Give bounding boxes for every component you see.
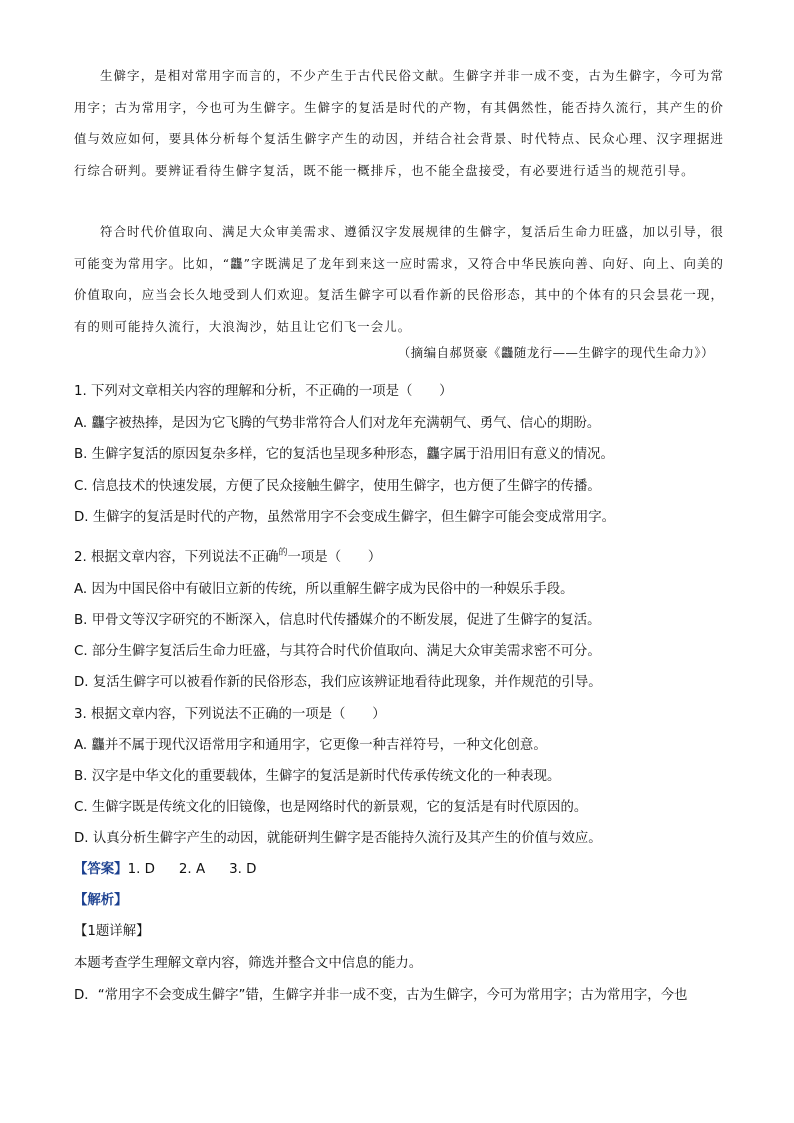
question-1-option-d: D. 生僻字的复活是时代的产物，虽然常用字不会变成生僻字，但生僻字可能会变成常用字。 <box>74 510 616 525</box>
question-2-stem-mark: 的 <box>278 548 288 558</box>
question-3-option-d: D. 认真分析生僻字产生的动因，就能研判生僻字是否能持久流行及其产生的价值与效应。 <box>74 831 602 846</box>
question-3-stem: 3. 根据文章内容，下列说法不正确的一项是（ ） <box>74 707 386 722</box>
question-2-stem-part-b: 一项是（ ） <box>287 550 382 565</box>
question-1-stem: 1. 下列对文章相关内容的理解和分析，不正确的一项是（ ） <box>74 384 453 399</box>
answer-item-1: 1. D <box>127 862 155 877</box>
answer-item-3: 3. D <box>229 862 257 877</box>
question-2-stem-part-a: 2. 根据文章内容，下列说法不正确 <box>74 550 279 565</box>
question-2-stem <box>74 545 734 565</box>
answer-item-2: 2. A <box>178 862 206 877</box>
question-1-option-a: A. 龘字被热捧，是因为它飞腾的气势非常符合人们对龙年充满朝气、勇气、信心的期盼。 <box>74 416 601 431</box>
question-1-option-b: B. 生僻字复活的原因复杂多样，它的复活也呈现多种形态，龘字属于沿用旧有意义的情况。 <box>74 447 614 462</box>
question-2-option-c: C. 部分生僻字复活后生命力旺盛，与其符合时代价值取向、满足大众审美需求密不可分。 <box>74 644 601 659</box>
question-2-option-b: B. 甲骨文等汉字研究的不断深入，信息时代传播媒介的不断发展，促进了生僻字的复活。 <box>74 613 601 628</box>
passage-paragraph-1: 生僻字，是相对常用字而言的，不少产生于古代民俗文献。生僻字并非一成不变，古为生僻字，今可为常用字；古为常用字，今也可为生僻字。生僻字的复活是时代的产物，有其偶然性，能否持久流行，其产生的价值与效应如何，要具体分析每个复活生僻字产生的动因，并结合社会背景、时代特点、民众心理、汉字理据进行综合研判。要辨证看待生僻字复活，既不能一概排斥，也不能全盘接受，有必要进行适当的规范引导。 <box>74 68 724 178</box>
passage-paragraph-2: 符合时代价值取向、满足大众审美需求、遵循汉字发展规律的生僻字，复活后生命力旺盛，加以引导，很可能变为常用字。比如，“龘”字既满足了龙年到来这一应时需求，又符合中华民族向善、向好、向上、向美的价值取向，应当会长久地受到人们欢迎。复活生僻字可以看作新的民俗形态，其中的个体有的只会昙花一现，有的则可能持久流行，大浪淘沙，姑且让它们飞一会儿。 <box>74 224 724 334</box>
answer-line <box>74 858 256 877</box>
question-3-option-b: B. 汉字是中华文化的重要载体，生僻字的复活是新时代传承传统文化的一种表现。 <box>74 769 561 784</box>
analysis-tag: 【解析】 <box>74 893 128 908</box>
question-3-option-a: A. 龘并不属于现代汉语常用字和通用字，它更像一种吉祥符号，一种文化创意。 <box>74 738 547 753</box>
detail-tag: 【1题详解】 <box>74 924 150 939</box>
question-2-option-d: D. 复活生僻字可以被看作新的民俗形态，我们应该辨证地看待此现象，并作规范的引导。 <box>74 675 602 690</box>
answer-tag: 【答案】 <box>74 862 128 877</box>
analysis-line-1: 本题考查学生理解文章内容，筛选并整合文中信息的能力。 <box>74 956 423 971</box>
passage-source: （摘编自郝贤豪《龘随龙行——生僻字的现代生命力》） <box>397 345 714 360</box>
question-3-option-c: C. 生僻字既是传统文化的旧镜像，也是网络时代的新景观，它的复活是有时代原因的。 <box>74 800 588 815</box>
question-1-option-c: C. 信息技术的快速发展，方便了民众接触生僻字，使用生僻字，也方便了生僻字的传播。 <box>74 479 601 494</box>
analysis-line-2: D．“常用字不会变成生僻字”错，生僻字并非一成不变，古为生僻字，今可为常用字；古为常用字，今也 <box>74 988 688 1003</box>
question-2-option-a: A. 因为中国民俗中有破旧立新的传统，所以重解生僻字成为民俗中的一种娱乐手段。 <box>74 582 574 597</box>
